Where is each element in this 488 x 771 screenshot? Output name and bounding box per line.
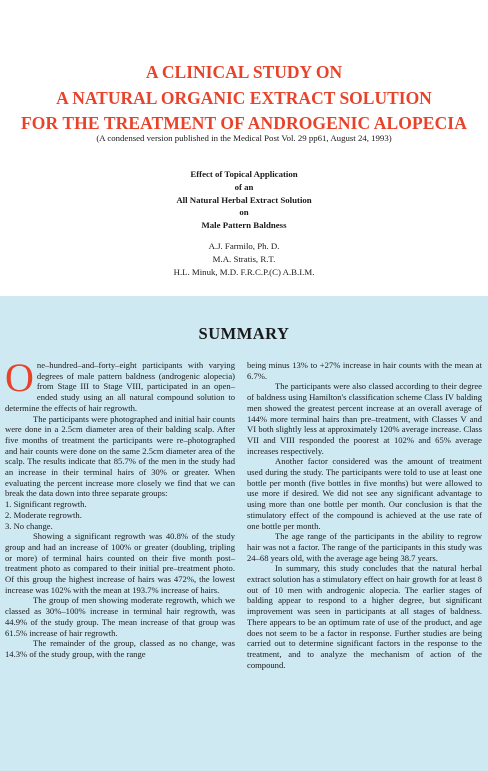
effect-line: All Natural Herbal Extract Solution	[176, 194, 312, 205]
effect-line: Effect of Topical Application	[190, 169, 298, 179]
drop-cap: O	[5, 355, 34, 400]
paragraph: The age range of the participants in the ability to regrow hair was not a factor. The range of the participants in this study was 24–68 years old, with the average age being 38.7 years.	[247, 531, 482, 563]
author-name: A.J. Farmilo, Ph. D.	[208, 241, 280, 251]
title-line-2: A NATURAL ORGANIC EXTRACT SOLUTION	[56, 88, 432, 108]
condensed-note: (A condensed version published in the Medical Post Vol. 29 pp61, August 24, 1993)	[96, 133, 392, 143]
summary-heading: SUMMARY	[198, 324, 290, 343]
paragraph: Another factor considered was the amount of treatment used during the study. The participants were told to use at least one bottle per month (five bottles in five months) but were allowed to use more if desired. We did not see any significant advantage to using more than one bottle per month. Our conclusion is that the stimulatory effect of the compound is achieved at the use rate of one bottle per month.	[247, 456, 482, 531]
effect-block	[0, 168, 488, 232]
paragraph: Showing a significant regrowth was 40.8% of the study group and had an increase of 100% or greater (doubling, tripling or more) of terminal hairs counted on their five month post–treatment photo as compared to their initial pre–treatment photo. Of this group the highest increase of hairs was 472%, the lowest increase was 102% with the mean at 193.7% increase of hairs.	[5, 531, 235, 595]
paragraph: being minus 13% to +27% increase in hair counts with the mean at 6.7%.	[247, 360, 482, 381]
authors-block	[0, 240, 488, 278]
list-item: 2. Moderate regrowth.	[5, 509, 82, 520]
left-column	[5, 355, 235, 660]
effect-line: Male Pattern Baldness	[201, 220, 287, 231]
effect-line: of an	[234, 181, 254, 192]
right-column	[247, 360, 482, 670]
header-section	[0, 0, 488, 296]
paragraph: In summary, this study concludes that the natural herbal extract solution has a stimulatory effect on hair growth for at least 8 out of 10 men with androgenic alopecia. The earlier stages of balding appear to respond to a higher degree, but significant improvement was seen in participants at all stages of baldness. There appears to be an optimum rate of use of the product, and age does not seem to be a factor in response. Further studies are being carried out to determine significant factors in the response to the treatment, and to analyze the mechanism of action of the compound.	[247, 563, 482, 670]
author-name: H.L. Minuk, M.D. F.R.C.P.(C) A.B.I.M.	[173, 266, 315, 277]
paragraph-text: ne–hundred–and–forty–eight participants with varying degrees of male pattern baldness (androgenic alopecia) from Stage III to Stage VIII, participated in an open–ended study using an all natural compound solution to determine the effects of hair regrowth.	[5, 360, 235, 413]
list-item: 1. Significant regrowth.	[5, 499, 87, 510]
title-line-1: A CLINICAL STUDY ON	[145, 62, 343, 82]
title-line-3: FOR THE TREATMENT OF ANDROGENIC ALOPECIA	[21, 113, 467, 133]
paragraph	[5, 355, 235, 414]
paragraph: The participants were also classed according to their degree of baldness using Hamilton's classification scheme Class IV balding men showed the greatest percent increase at an overall average of 144% more terminal hairs than pre–treatment, with Classes V and VI both slightly less at approximately 120% average increase. Class VII and VIII responded the poorest at 102% and 65% average increases respectively.	[247, 381, 482, 456]
list-item: 3. No change.	[5, 520, 53, 531]
paragraph: The remainder of the group, classed as no change, was 14.3% of the study group, with the range	[5, 638, 235, 659]
effect-line: on	[239, 207, 249, 218]
paragraph: The group of men showing moderate regrowth, which we classed as 30%–100% increase in terminal hair regrowth, was 44.9% of the study group. The mean increase of that group was 61.5% increase of hair regrowth.	[5, 595, 235, 638]
author-name: M.A. Stratis, R.T.	[212, 253, 276, 264]
paragraph: The participants were photographed and initial hair counts were done in a 2.5cm diameter area of their balding scalp. After five months of treatment the participants were re–photographed and hair counts were done on the same 2.5cm diameter area of the scalp. The results indicate that 85.7% of the men in the study had an increase in their terminal hairs of 30% or greater. When evaluating the percent increase more closely we find that we can break the data down into three separate groups:	[5, 413, 235, 499]
